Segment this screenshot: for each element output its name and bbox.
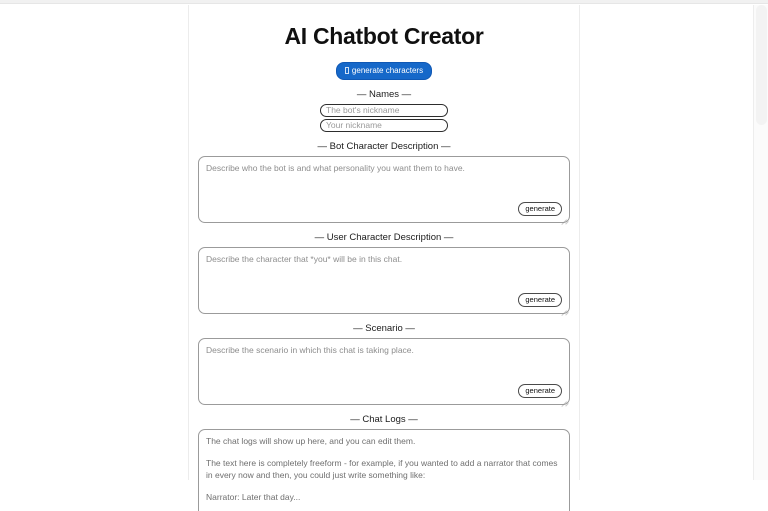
chat-logs-paragraph-3: Narrator: Later that day... xyxy=(206,492,301,502)
page-scrollbar[interactable] xyxy=(753,5,768,480)
bot-nickname-input[interactable] xyxy=(320,104,448,117)
bot-character-description-placeholder: Describe who the bot is and what personality you want them to have. xyxy=(206,163,465,173)
user-character-description-group xyxy=(198,247,570,314)
page-title: AI Chatbot Creator xyxy=(284,23,484,49)
page-scrollbar-thumb[interactable] xyxy=(756,5,767,125)
chat-logs-group xyxy=(198,429,570,511)
chat-logs-paragraph-2: The text here is completely freeform - for example, if you wanted to add a narrator that comes in every now and then, you could just write something like: xyxy=(206,458,558,480)
section-label-names: — Names — xyxy=(356,89,412,100)
section-label-bot-character-description: — Bot Character Description — xyxy=(317,141,451,152)
chat-logs-textarea[interactable] xyxy=(198,429,570,511)
user-character-description-textarea[interactable] xyxy=(198,247,570,314)
generate-characters-button[interactable] xyxy=(336,62,432,80)
chat-logs-paragraph-1: The chat logs will show up here, and you can edit them. xyxy=(206,436,416,446)
generate-characters-row xyxy=(198,60,570,80)
bot-character-description-textarea[interactable] xyxy=(198,156,570,223)
user-nickname-input[interactable] xyxy=(320,119,448,132)
browser-top-bar xyxy=(0,0,768,4)
user-character-resize-handle[interactable] xyxy=(560,304,567,311)
user-character-generate-button[interactable]: generate xyxy=(518,293,562,307)
bot-character-generate-button[interactable]: generate xyxy=(518,202,562,216)
section-label-chat-logs: — Chat Logs — xyxy=(350,414,418,425)
scenario-group xyxy=(198,338,570,405)
content-container xyxy=(188,5,580,502)
section-label-user-character-description: — User Character Description — xyxy=(314,232,454,243)
scenario-resize-handle[interactable] xyxy=(560,395,567,402)
section-label-scenario: — Scenario — xyxy=(353,323,415,334)
scenario-generate-button[interactable]: generate xyxy=(518,384,562,398)
generate-characters-label: generate characters xyxy=(351,66,424,75)
bot-character-resize-handle[interactable] xyxy=(560,213,567,220)
sparkles-icon xyxy=(345,67,349,74)
scenario-placeholder: Describe the scenario in which this chat is taking place. xyxy=(206,345,414,355)
user-character-description-placeholder: Describe the character that *you* will be in this chat. xyxy=(206,254,403,264)
scenario-textarea[interactable] xyxy=(198,338,570,405)
bot-character-description-group xyxy=(198,156,570,223)
names-fields xyxy=(198,104,570,132)
